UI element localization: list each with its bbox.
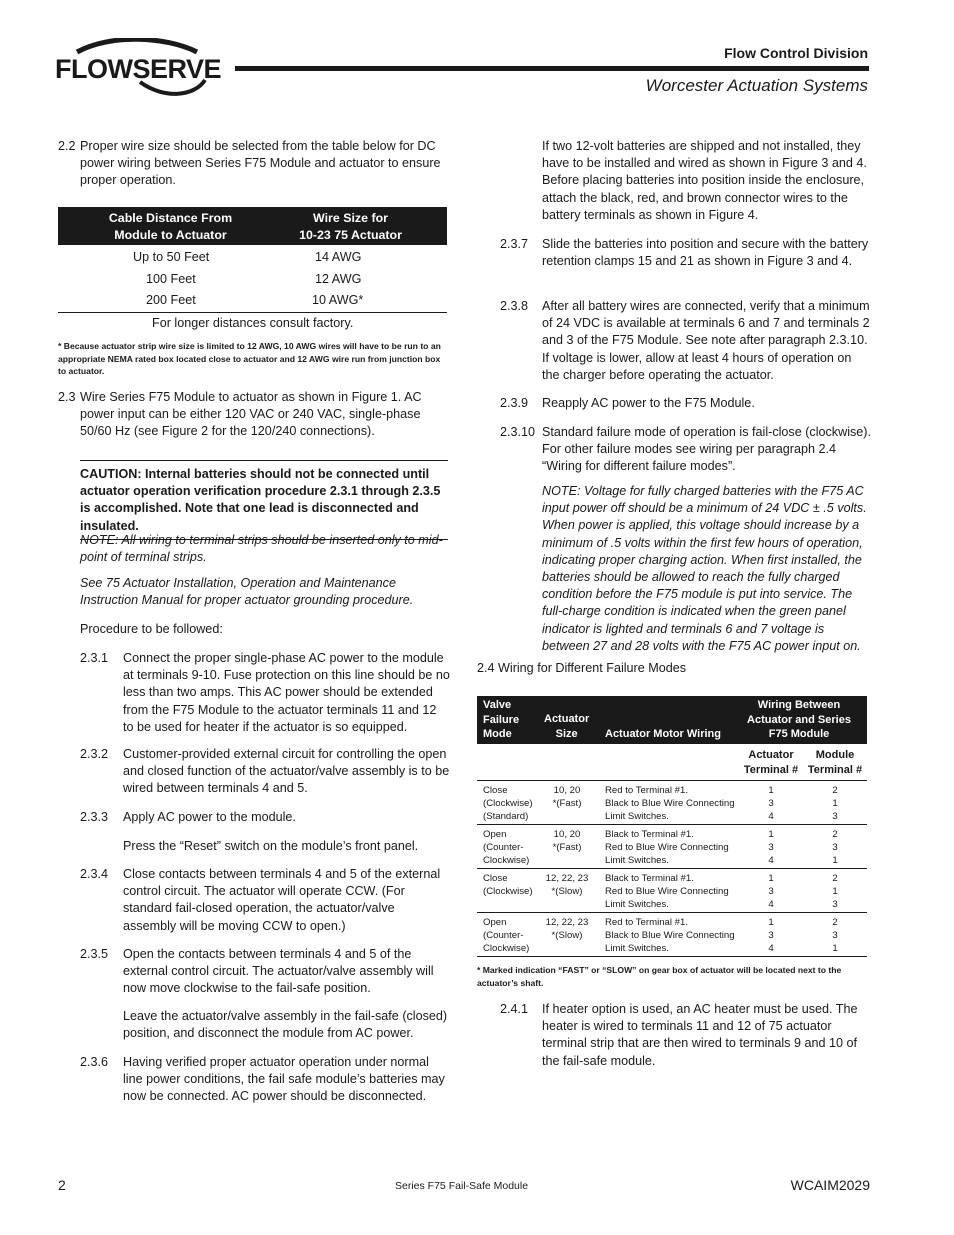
table-row xyxy=(477,781,867,825)
procedure-step xyxy=(80,946,450,998)
footer-title: Series F75 Fail-Safe Module xyxy=(395,1180,529,1192)
procedure-step xyxy=(500,424,872,476)
table-header xyxy=(477,696,867,744)
step-text: Open the contacts between terminals 4 and 5 of the external control circuit. The actuator/valve assembly will now move clockwise to the fail-safe position. xyxy=(123,947,434,996)
table-footer: For longer distances consult factory. xyxy=(152,315,354,330)
cell-wiring: Red to Terminal #1. Black to Blue Wire Connecting Limit Switches. xyxy=(605,785,735,822)
step-number: 2.3.9 xyxy=(500,396,529,410)
section-2-4-heading: 2.4 Wiring for Different Failure Modes xyxy=(477,661,687,675)
step-number: 2.3.4 xyxy=(80,867,109,881)
voltage-note: NOTE: Voltage for fully charged batteries with the F75 AC input power off should be a minimum of 24 VDC ± .5 volts. When power is applied, this voltage should increase by a minimum of .5 volts within the first few hours of operation, indicating proper charging action. When first installed, the batteries should be allowed to reach the fully charged condition before the F75 module is put into service. The full-charge condition is indicated when the green panel indicator is lighted and terminals 6 and 7 voltage is between 27 and 28 volts with the F75 AC power input on. xyxy=(542,484,867,653)
cell-size: 10, 20 *(Fast) xyxy=(552,829,582,853)
cell-wiring: Black to Terminal #1. Red to Blue Wire Connecting Limit Switches. xyxy=(605,829,729,866)
column-header-valve-mode: Valve Failure Mode xyxy=(483,699,520,740)
cell-mode: Close (Clockwise) (Standard) xyxy=(483,785,533,822)
procedure-step xyxy=(80,650,450,736)
step-text: Standard failure mode of operation is fail-close (clockwise). For other failure modes see wiring per paragraph 2.4 “Wiring for different failure modes”. xyxy=(542,425,871,474)
column-header-motor-wiring: Actuator Motor Wiring xyxy=(605,728,721,740)
cell-actuator-terminal: 1 3 4 xyxy=(768,917,774,954)
step-text: Close contacts between terminals 4 and 5 of the external control circuit. The actuator will operate CCW. (For standard fail-closed operation, the actuator/valve assembly will be moving CCW to open.) xyxy=(123,867,441,933)
step-text: Leave the actuator/valve assembly in the fail-safe (closed) position, and disconnect the module from AC power. xyxy=(123,1009,448,1041)
section-2-2 xyxy=(58,138,448,190)
section-number: 2.3 xyxy=(58,390,76,404)
subsystem-title: Worcester Actuation Systems xyxy=(645,76,868,95)
cell-module-terminal: 2 1 3 xyxy=(832,873,838,910)
table-row: 100 Feet 12 AWG xyxy=(146,271,362,286)
division-title: Flow Control Division xyxy=(724,45,868,61)
step-text: Having verified proper actuator operation under normal line power conditions, the fail safe module’s batteries may now be connected. AC power should be disconnected. xyxy=(123,1055,445,1104)
step-text: Customer-provided external circuit for controlling the open and closed function of the actuator/valve assembly is to be wired between terminals 4 and 5. xyxy=(123,747,450,796)
cell-mode: Close (Clockwise) xyxy=(483,873,533,897)
procedure-step xyxy=(80,1008,450,1042)
step-text: Slide the batteries into position and secure with the battery retention clamps 15 and 21 as shown in Figure 3 and 4. xyxy=(542,237,869,269)
step-text: Reapply AC power to the F75 Module. xyxy=(542,396,755,410)
column-header-size: Actuator Size xyxy=(544,713,590,740)
caution-box: CAUTION: Internal batteries should not be connected until actuator operation verification procedure 2.3.1 through 2.3.5 is accomplished. Note that one lead is disconnected and insulated. xyxy=(80,460,448,540)
step-number: 2.4.1 xyxy=(500,1002,529,1016)
header-rule xyxy=(235,66,869,71)
procedure-step xyxy=(80,838,450,855)
step-number: 2.3.5 xyxy=(80,947,109,961)
table-row: Up to 50 Feet 14 AWG xyxy=(133,250,362,264)
cell-module-terminal: 2 3 1 xyxy=(832,829,838,866)
wire-table-note: * Because actuator strip wire size is limited to 12 AWG, 10 AWG wires will have to be run to an appropriate NEMA rated box located close to actuator and 12 AWG wire run from junction box to actuator. xyxy=(58,341,441,377)
section-2-3 xyxy=(58,389,448,441)
procedure-step xyxy=(500,395,872,412)
failure-mode-table xyxy=(477,696,867,957)
cell-module-terminal: 2 3 1 xyxy=(832,917,838,954)
procedure-step xyxy=(80,1054,450,1106)
column-header-distance: Cable Distance From Module to Actuator xyxy=(108,211,233,242)
step-number: 2.3.6 xyxy=(80,1055,109,1069)
step-number: 2.3.1 xyxy=(80,651,109,665)
brand-name: FLOWSERVE xyxy=(55,54,222,84)
cell-size: 10, 20 *(Fast) xyxy=(552,785,582,809)
step-text: Connect the proper single-phase AC power to the module at terminals 9-10. Fuse protection on this line should be no less than two amps. This AC power should be extended from the F75 Module to the actuator terminals 11 and 12 to be used for heater if the actuator is so equipped. xyxy=(123,651,450,734)
table-row: 200 Feet 10 AWG* xyxy=(58,290,447,313)
wire-size-table xyxy=(58,207,447,334)
step-number: 2.3.8 xyxy=(500,299,529,313)
table-subheader xyxy=(477,744,867,781)
cell-mode: Open (Counter- Clockwise) xyxy=(483,829,530,866)
column-header-module-terminal: Module Terminal # xyxy=(807,749,863,776)
procedure-heading: Procedure to be followed: xyxy=(80,622,223,636)
page-number: 2 xyxy=(58,1177,66,1193)
step-number: 2.3.2 xyxy=(80,747,109,761)
flowserve-logo xyxy=(55,38,222,98)
cell-size: 12, 22, 23 *(Slow) xyxy=(545,917,589,941)
column-header-actuator-terminal: Actuator Terminal # xyxy=(743,749,799,776)
document-code: WCAIM2029 xyxy=(790,1177,870,1193)
step-text: Apply AC power to the module. xyxy=(123,810,296,824)
step-number: 2.3.3 xyxy=(80,810,109,824)
cell-size: 12, 22, 23 *(Slow) xyxy=(545,873,589,897)
procedure-step xyxy=(80,809,450,826)
procedure-step xyxy=(80,866,450,935)
procedure-step xyxy=(80,746,450,798)
failure-table-note: * Marked indication “FAST” or “SLOW” on gear box of actuator will be located next to the actuator’s shaft. xyxy=(477,965,842,988)
cell-wiring: Black to Terminal #1. Red to Blue Wire Connecting Limit Switches. xyxy=(605,873,729,910)
cell-actuator-terminal: 1 3 4 xyxy=(768,873,774,910)
table-row xyxy=(477,913,867,957)
table-row xyxy=(477,825,867,869)
section-number: 2.2 xyxy=(58,139,76,153)
cell-module-terminal: 2 1 3 xyxy=(832,785,838,822)
step-text: If heater option is used, an AC heater must be used. The heater is wired to terminals 11 and 12 of 75 actuator terminal strip that are then wired to terminals 9 and 10 of the fail-safe module. xyxy=(542,1002,858,1068)
cell-actuator-terminal: 1 3 4 xyxy=(768,785,774,822)
note-wiring: NOTE: All wiring to terminal strips should be inserted only to mid-point of terminal strips. xyxy=(80,533,443,565)
table-header xyxy=(58,207,447,245)
table-row xyxy=(477,869,867,913)
step-text: Press the “Reset” switch on the module’s front panel. xyxy=(123,839,419,853)
cell-wiring: Red to Terminal #1. Black to Blue Wire Connecting Limit Switches. xyxy=(605,917,735,954)
section-2-4-1 xyxy=(500,1001,872,1070)
step-number: 2.3.7 xyxy=(500,237,529,251)
step-number: 2.3.10 xyxy=(500,425,536,439)
note-grounding: See 75 Actuator Installation, Operation and Maintenance Instruction Manual for proper actuator grounding procedure. xyxy=(80,576,414,608)
cell-actuator-terminal: 1 3 4 xyxy=(768,829,774,866)
cell-mode: Open (Counter- Clockwise) xyxy=(483,917,530,954)
procedure-step xyxy=(500,236,872,270)
battery-intro: If two 12-volt batteries are shipped and not installed, they have to be installed and wired as shown in Figure 3 and 4. Before placing batteries into position inside the enclosure, attach the black, red, and brown connector wires to the battery terminals as shown in Figure 4. xyxy=(542,139,867,222)
paragraph: Proper wire size should be selected from the table below for DC power wiring between Series F75 Module and actuator to ensure proper operation. xyxy=(80,139,441,188)
procedure-step xyxy=(500,298,872,384)
step-text: After all battery wires are connected, verify that a minimum of 24 VDC is available at terminals 6 and 7 and terminals 2 and 3 of the F75 Module. See note after paragraph 2.3.10. If voltage is lower, allow at least 4 hours of operation on the charger before operating the actuator. xyxy=(542,299,870,382)
column-header-size: Wire Size for 10-23 75 Actuator xyxy=(299,211,402,242)
paragraph: Wire Series F75 Module to actuator as shown in Figure 1. AC power input can be either 120 VAC or 240 VAC, single-phase 50/60 Hz (see Figure 2 for the 120/240 connections). xyxy=(80,390,422,439)
column-header-wiring-between: Wiring Between Actuator and Series F75 Module xyxy=(747,699,851,740)
